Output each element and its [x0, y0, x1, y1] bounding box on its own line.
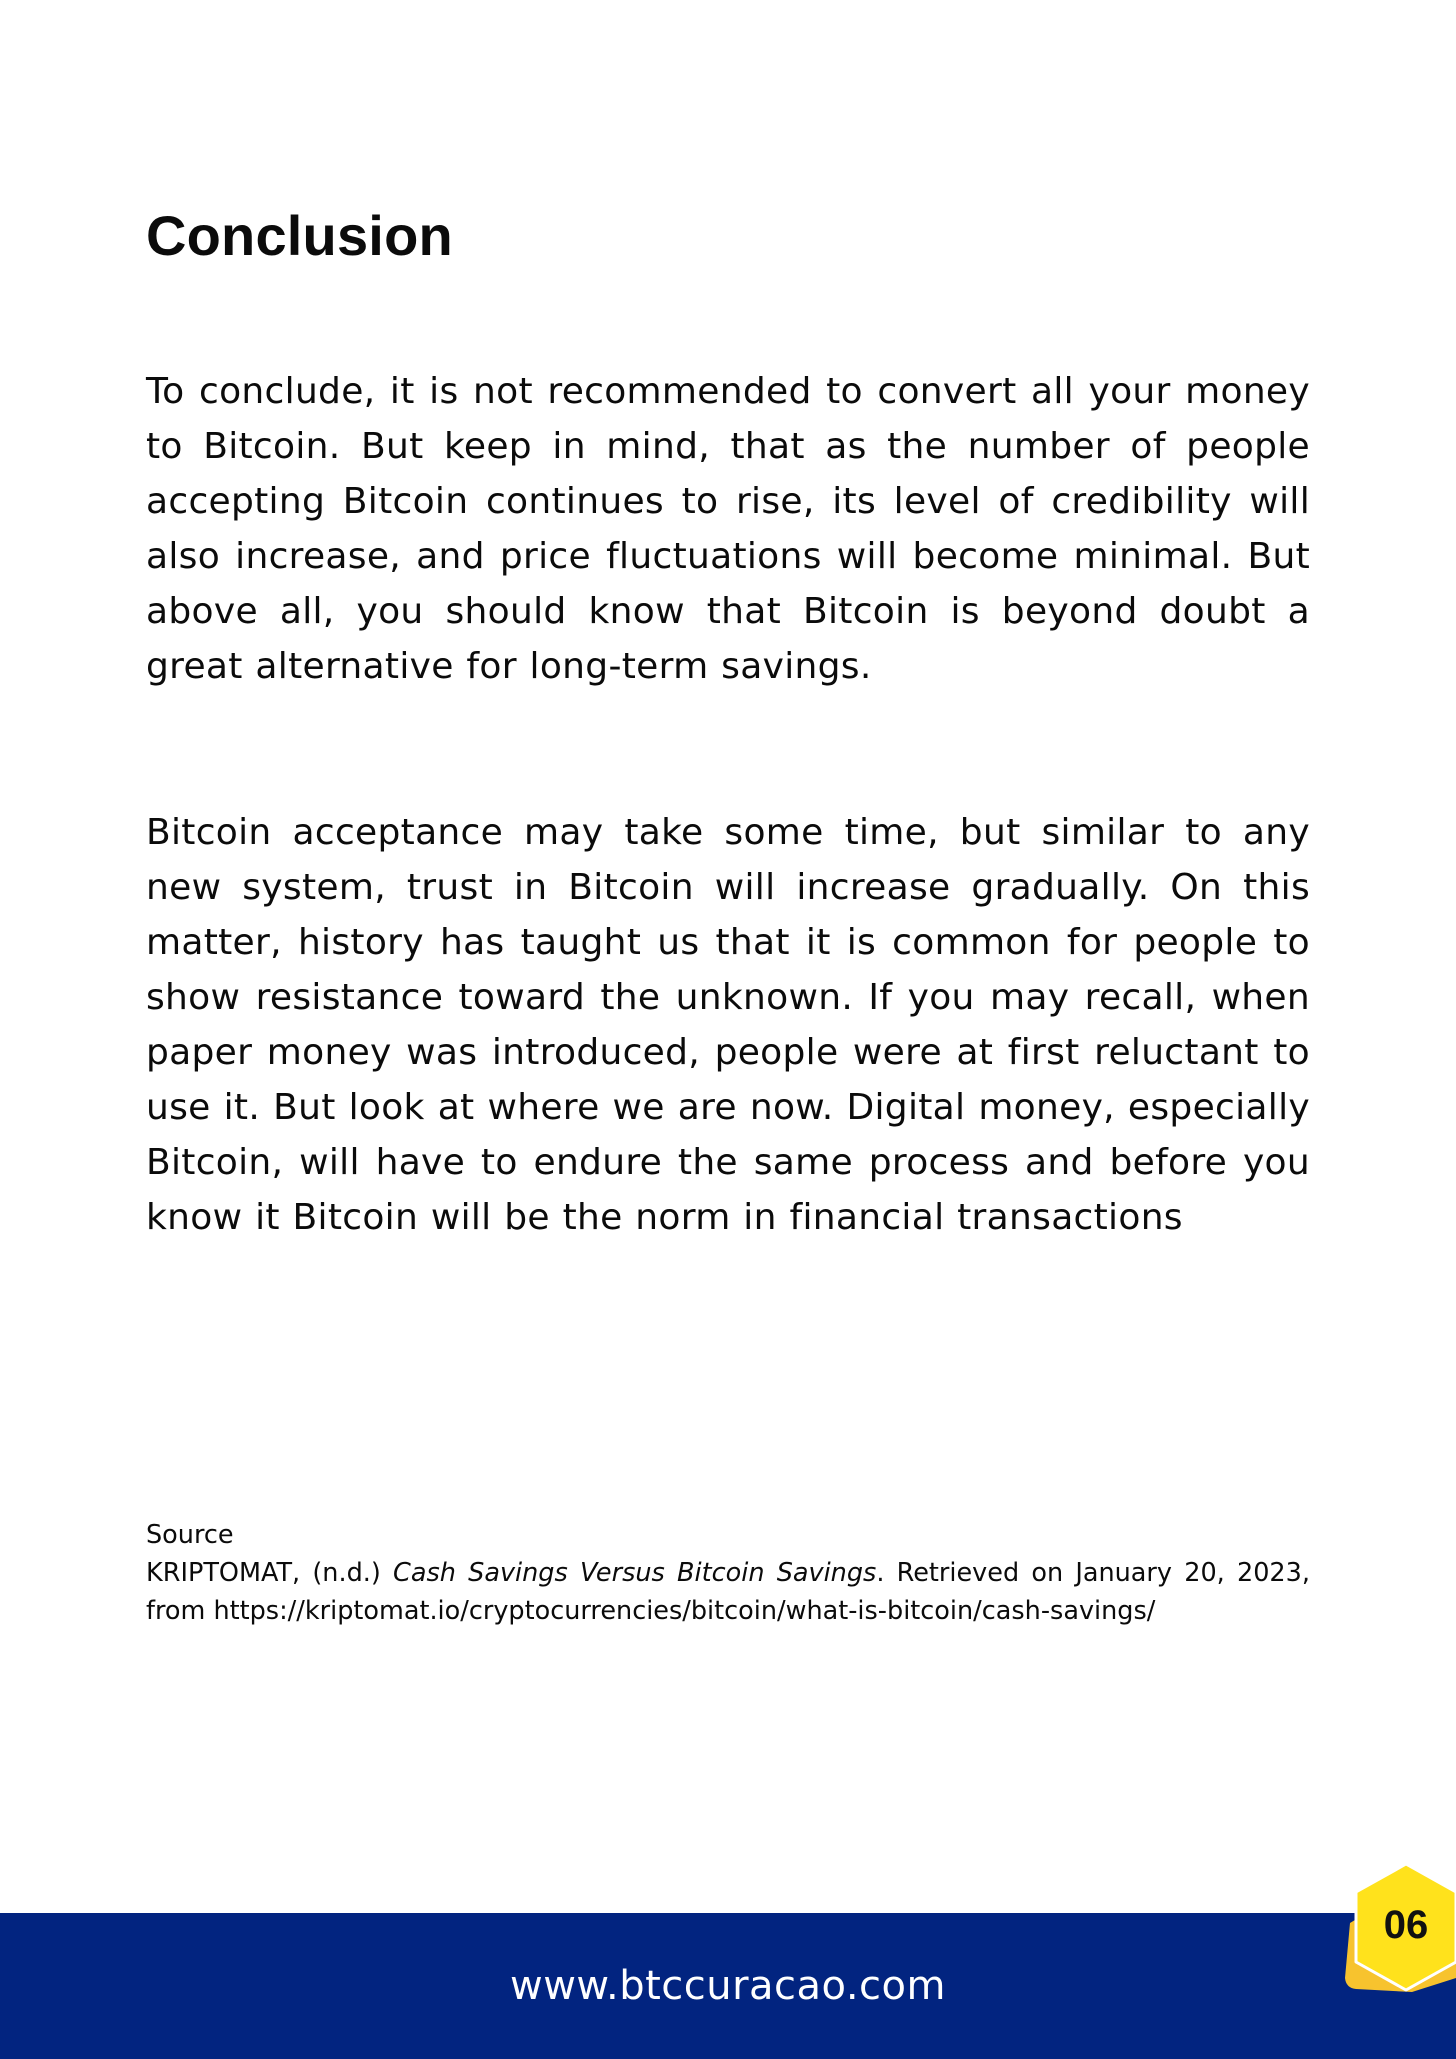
source-heading: Source: [146, 1520, 234, 1550]
source-section: [146, 1516, 1310, 1630]
page-title: Conclusion: [146, 204, 453, 267]
conclusion-paragraph-1: To conclude, it is not recommended to convert all your money to Bitcoin. But keep in mind, that as the number of people accepting Bitcoin continues to rise, its level of credibility will also increase, and price fluctuations will become minimal. But above all, you should know that Bitcoin is beyond doubt a great alternative for long-term savings.: [146, 371, 1310, 687]
source-retrieved-text: . Retrieved on January 20, 2023, from https://kriptomat.io/cryptocurrencies/bitcoin/what-is-bitcoin/cash-savings/: [146, 1558, 1310, 1626]
source-author: KRIPTOMAT, (n.d.): [146, 1558, 381, 1588]
source-citation: [146, 1554, 1310, 1630]
page-number: 06: [1383, 1903, 1429, 1947]
source-work-title: Cash Savings Versus Bitcoin Savings: [393, 1558, 877, 1588]
footer-website-link[interactable]: www.btccuracao.com: [510, 1963, 946, 2009]
conclusion-paragraph-2: Bitcoin acceptance may take some time, but similar to any new system, trust in Bitcoin will increase gradually. On this matter, history has taught us that it is common for people to show resistance toward the unknown. If you may recall, when paper money was introduced, people were at first reluctant to use it. But look at where we are now. Digital money, especially Bitcoin, will have to endure the same process and before you know it Bitcoin will be the norm in financial transactions: [146, 812, 1310, 1238]
